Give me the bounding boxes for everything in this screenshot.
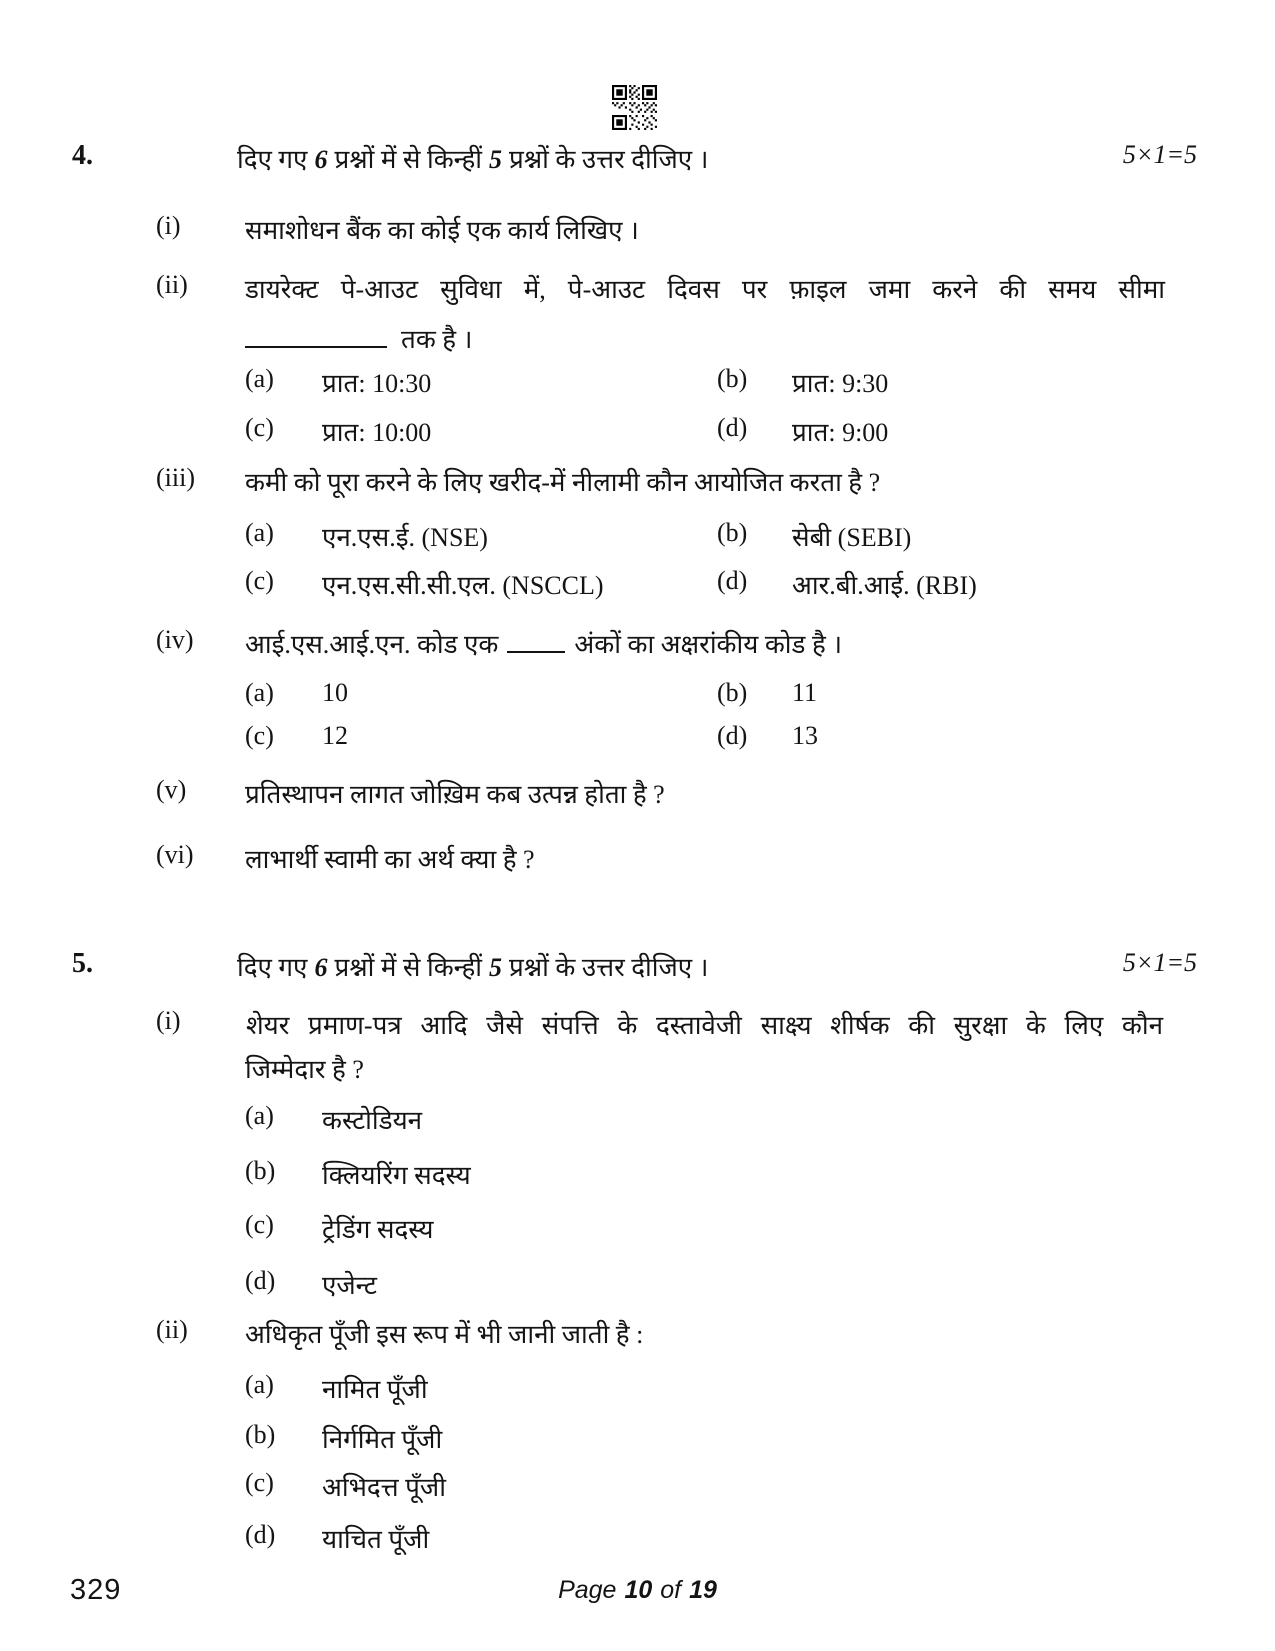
- fill-in-blank: [245, 320, 387, 348]
- q4-iii-options-row-1: [0, 518, 1275, 558]
- fill-in-blank: [507, 625, 565, 653]
- text-before-blank: आई.एस.आई.एन. कोड एक: [245, 630, 499, 659]
- q5-subquestion-i-line1: [0, 1006, 1275, 1046]
- subquestion-label: (ii): [156, 1315, 188, 1344]
- option-text: सेबी (SEBI): [792, 523, 912, 552]
- option-letter: (a): [245, 1370, 274, 1399]
- option-letter: (c): [245, 566, 274, 595]
- paper-code: 329: [70, 1574, 122, 1606]
- q4-iv-options-row-2: [0, 721, 1275, 761]
- q4-subquestion-vi: [0, 840, 1275, 880]
- question-4-number: 4.: [72, 140, 93, 171]
- q4-subquestion-ii-line2: [0, 320, 1275, 360]
- option-text: निर्गमित पूँजी: [322, 1425, 443, 1454]
- q5-i-option-a: [0, 1101, 1275, 1141]
- subquestion-label: (v): [156, 775, 187, 804]
- subquestion-label: (vi): [156, 840, 194, 869]
- option-letter: (c): [245, 1468, 274, 1497]
- option-letter: (d): [717, 566, 748, 595]
- option-text: नामित पूँजी: [322, 1375, 428, 1404]
- option-letter: (a): [245, 518, 274, 547]
- option-text: प्रात: 10:30: [322, 369, 432, 398]
- page-indicator: [0, 1576, 1275, 1605]
- option-letter: (a): [245, 1101, 274, 1130]
- subquestion-label: (i): [156, 1006, 181, 1035]
- subquestion-text-continued: जिम्मेदार है ?: [245, 1055, 364, 1084]
- option-text: याचित पूँजी: [322, 1525, 430, 1554]
- subquestion-text: डायरेक्ट पे-आउट सुविधा में, पे-आउट दिवस पर फ़ाइल जमा करने की समय सीमा: [245, 275, 1165, 304]
- intro-text-2: प्रश्नों में से किन्हीं: [334, 953, 482, 982]
- option-letter: (b): [245, 1420, 276, 1449]
- option-letter: (c): [245, 721, 274, 750]
- subquestion-text: अधिकृत पूँजी इस रूप में भी जानी जाती है :: [245, 1320, 644, 1349]
- blank-suffix-text: तक है ।: [401, 325, 473, 354]
- option-text: 13: [792, 721, 818, 750]
- option-text: क्लियरिंग सदस्य: [322, 1161, 471, 1190]
- subquestion-text: शेयर प्रमाण-पत्र आदि जैसे संपत्ति के दस्तावेजी साक्ष्य शीर्षक की सुरक्षा के लिए कौन: [246, 1011, 1163, 1040]
- subquestion-label: (iii): [156, 463, 195, 492]
- total-page-number: 19: [689, 1576, 717, 1604]
- q4-subquestion-iii: [0, 463, 1275, 503]
- option-text: ट्रेडिंग सदस्य: [322, 1215, 434, 1244]
- question-4-marks: 5×1=5: [1122, 140, 1197, 169]
- question-4-header: [0, 140, 1275, 180]
- intro-count-2: 5: [489, 145, 502, 174]
- question-5-intro: [237, 948, 709, 984]
- q4-subquestion-ii-line1: [0, 270, 1275, 310]
- q4-ii-options-row-2: [0, 413, 1275, 453]
- q4-subquestion-v: [0, 775, 1275, 815]
- q5-subquestion-i-line2: [0, 1050, 1275, 1090]
- option-text: प्रात: 9:30: [792, 369, 889, 398]
- question-5-marks: 5×1=5: [1122, 948, 1197, 977]
- q4-subquestion-iv: [0, 625, 1275, 665]
- option-text: प्रात: 10:00: [322, 418, 432, 447]
- option-letter: (b): [717, 364, 748, 393]
- intro-text-3: प्रश्नों के उत्तर दीजिए ।: [509, 953, 709, 982]
- intro-count-2: 5: [489, 953, 502, 982]
- option-letter: (d): [717, 413, 748, 442]
- option-letter: (c): [245, 413, 274, 442]
- option-text: एन.एस.ई. (NSE): [322, 523, 488, 552]
- subquestion-label: (ii): [156, 270, 188, 299]
- intro-text-3: प्रश्नों के उत्तर दीजिए ।: [509, 145, 709, 174]
- option-letter: (c): [245, 1210, 274, 1239]
- q5-ii-option-d: [0, 1520, 1275, 1560]
- q5-ii-option-a: [0, 1370, 1275, 1410]
- option-letter: (b): [717, 518, 748, 547]
- subquestion-label: (i): [156, 211, 181, 240]
- option-text: 10: [322, 678, 348, 707]
- intro-text-2: प्रश्नों में से किन्हीं: [334, 145, 482, 174]
- option-text: 11: [792, 678, 818, 707]
- of-word: of: [660, 1576, 682, 1604]
- subquestion-text: लाभार्थी स्वामी का अर्थ क्या है ?: [245, 845, 535, 874]
- intro-count-1: 6: [314, 145, 328, 174]
- page-footer: [0, 1574, 1275, 1614]
- q5-ii-option-b: [0, 1420, 1275, 1460]
- current-page-number: 10: [624, 1576, 653, 1604]
- intro-text-1: दिए गए: [237, 953, 308, 982]
- question-5-number: 5.: [72, 948, 93, 979]
- q5-ii-option-c: [0, 1468, 1275, 1508]
- subquestion-text: कमी को पूरा करने के लिए खरीद-में नीलामी कौन आयोजित करता है ?: [245, 468, 881, 497]
- option-letter: (b): [245, 1156, 276, 1185]
- option-text: प्रात: 9:00: [792, 418, 889, 447]
- q4-ii-options-row-1: [0, 364, 1275, 404]
- question-4-intro: [237, 140, 709, 176]
- text-after-blank: अंकों का अक्षरांकीय कोड है ।: [574, 630, 843, 659]
- subquestion-text: प्रतिस्थापन लागत जोख़िम कब उत्पन्न होता है ?: [245, 780, 665, 809]
- qr-code-icon: [612, 84, 657, 131]
- subquestion-label: (iv): [156, 625, 194, 654]
- option-letter: (d): [717, 721, 748, 750]
- intro-count-1: 6: [314, 953, 328, 982]
- q5-i-option-d: [0, 1266, 1275, 1306]
- q5-subquestion-ii: [0, 1315, 1275, 1355]
- option-text: एन.एस.सी.सी.एल. (NSCCL): [322, 571, 604, 600]
- q4-iv-options-row-1: [0, 678, 1275, 718]
- option-letter: (b): [717, 678, 748, 707]
- option-text: 12: [322, 721, 348, 750]
- option-text: आर.बी.आई. (RBI): [792, 571, 977, 600]
- option-letter: (a): [245, 678, 274, 707]
- option-letter: (d): [245, 1520, 276, 1549]
- question-5-header: [0, 948, 1275, 988]
- q4-subquestion-i: [0, 211, 1275, 251]
- q5-i-option-c: [0, 1210, 1275, 1250]
- option-letter: (a): [245, 364, 274, 393]
- option-text: कस्टोडियन: [322, 1106, 423, 1135]
- subquestion-text: [245, 625, 842, 661]
- option-text: एजेन्ट: [322, 1271, 377, 1300]
- subquestion-text: समाशोधन बैंक का कोई एक कार्य लिखिए ।: [245, 216, 639, 245]
- subquestion-text-continued: [245, 320, 472, 356]
- intro-text-1: दिए गए: [237, 145, 308, 174]
- option-text: अभिदत्त पूँजी: [322, 1473, 446, 1502]
- option-letter: (d): [245, 1266, 276, 1295]
- q4-iii-options-row-2: [0, 566, 1275, 606]
- page-word: Page: [558, 1576, 617, 1604]
- q5-i-option-b: [0, 1156, 1275, 1196]
